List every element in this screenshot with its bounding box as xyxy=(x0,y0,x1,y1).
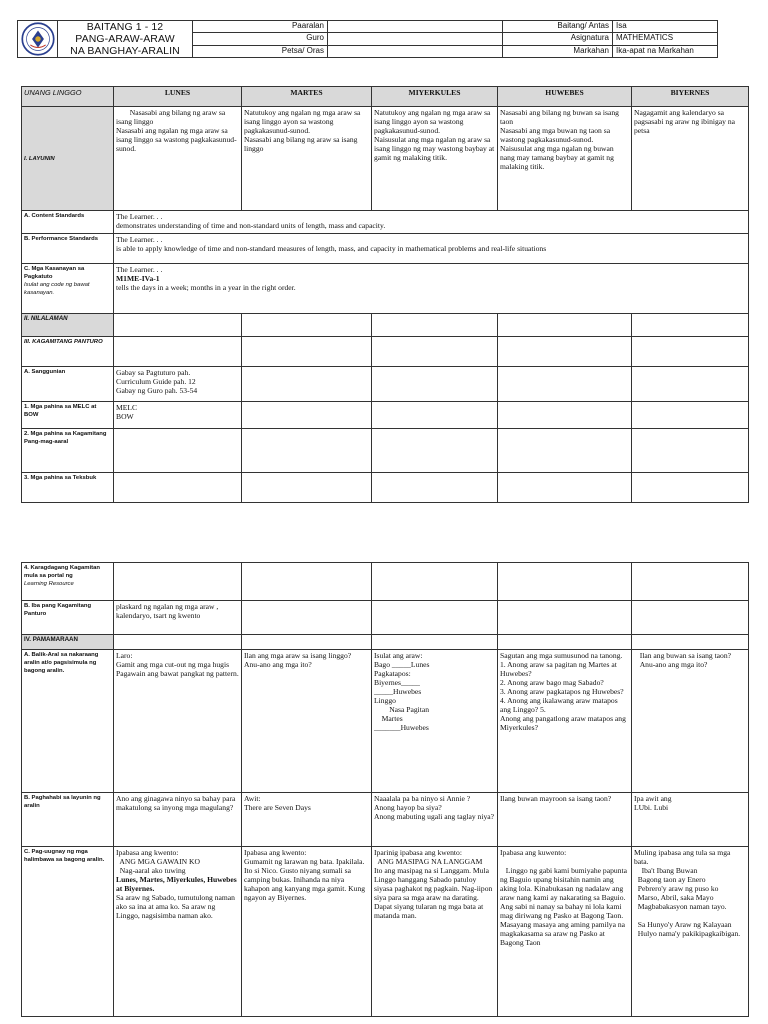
kasanayan-row xyxy=(22,264,749,314)
performance-standards-line: is able to apply knowledge of time and non-standard measures of length, mass, and capacity in mathematical problems and real-life situations xyxy=(116,244,547,253)
kpma-cell-huwebes xyxy=(498,429,632,473)
karagdagang-label: 4. Karagdagang Kagamitan mula sa portal ng xyxy=(24,565,100,579)
paghahabi-cell-biyernes xyxy=(632,793,749,847)
paghahabi-line: Ipa awit ang xyxy=(634,794,672,803)
day-header-row xyxy=(22,87,749,107)
balik-aral-line: Nasa Pagitan xyxy=(374,705,430,714)
performance-standards-row xyxy=(22,234,749,264)
balik-aral-line: Anu-ano ang mga ito? xyxy=(244,660,312,669)
melc-row xyxy=(22,402,749,429)
melc-cell-martes xyxy=(242,402,372,429)
balik-aral-line: _____Huwebes xyxy=(374,687,422,696)
pamamaraan-cell-lunes xyxy=(114,635,242,650)
kpma-cell-miyerkules xyxy=(372,429,498,473)
day-header-martes: MARTES xyxy=(242,87,372,107)
pag-uugnay-line: Muling ipabasa ang tula sa mga bata. xyxy=(634,848,731,866)
day-header-biyernes: BIYERNES xyxy=(632,87,749,107)
paghahabi-line: Anong mabuting ugali ang taglay niya? xyxy=(374,812,494,821)
nilalaman-cell-biyernes xyxy=(632,314,749,337)
teksbuk-label: 3. Mga pahina sa Teksbuk xyxy=(22,473,114,503)
karagdagang-label-cell xyxy=(22,563,114,601)
week-label: UNANG LINGGO xyxy=(22,87,114,107)
balik-aral-row xyxy=(22,650,749,793)
pag-uugnay-line: Ipabasa ang kwento: xyxy=(116,848,179,857)
poem-line: Hulyo nama'y pakikipagkaibigan. xyxy=(634,929,741,938)
petsa-field[interactable] xyxy=(328,45,503,57)
pamamaraan-label: IV. PAMAMARAAN xyxy=(22,635,114,650)
balik-aral-line: Anong ang pangatlong araw matapos ang Miyerkules? xyxy=(500,714,626,732)
layunin-huwebes-line: Nasasabi ang bilang ng buwan sa isang taon xyxy=(500,108,619,126)
melc-cell-biyernes xyxy=(632,402,749,429)
asignatura-label: Asignatura xyxy=(503,33,613,45)
sanggunian-cell-lunes xyxy=(114,367,242,402)
day-header-lunes: LUNES xyxy=(114,87,242,107)
layunin-label: I. LAYUNIN xyxy=(22,107,114,211)
kasanayan-cell xyxy=(114,264,749,314)
teksbuk-row xyxy=(22,473,749,503)
paghahabi-row xyxy=(22,793,749,847)
pag-uugnay-line: Linggo ng gabi kami bumiyahe papunta ng Baguio upang bisitahin namin ang aking lola. Kinabukasan ng nadalaw ang araw nang kami ay nakarating sa Baguio. Ang sabi ni nanay sa bahay ni lola kami mag diriwang ng Pasko at Bagong Taon. Masayang masaya ang aming pamilya na magkakasama sa araw ng Pasko at Bagong Taon xyxy=(500,866,629,947)
paaralan-label: Paaralan xyxy=(193,21,328,33)
lesson-plan-table-page2 xyxy=(21,562,749,1017)
balik-aral-line: Bago _____Lunes xyxy=(374,660,430,669)
balik-aral-line: 1. Anong araw sa pagitan ng Martes at Huwebes? xyxy=(500,660,617,678)
paghahabi-label: B. Paghahabi sa layunin ng aralin xyxy=(22,793,114,847)
asignatura-field[interactable]: MATHEMATICS xyxy=(613,33,718,45)
teksbuk-cell-huwebes xyxy=(498,473,632,503)
seal-icon xyxy=(21,22,55,56)
title-line-2: PANG-ARAW-ARAW xyxy=(75,33,175,45)
performance-standards-cell xyxy=(114,234,749,264)
layunin-huwebes-line: Nasasabi ang mga buwan ng taon sa wastong pagkakasunud-sunod. xyxy=(500,126,611,144)
balik-aral-line: _______Huwebes xyxy=(374,723,429,732)
balik-aral-line: 3. Anong araw pagkatapos ng Huwebes? xyxy=(500,687,624,696)
layunin-cell-biyernes xyxy=(632,107,749,211)
layunin-cell-huwebes xyxy=(498,107,632,211)
melc-cell-lunes xyxy=(114,402,242,429)
pag-uugnay-row xyxy=(22,847,749,1017)
nilalaman-row xyxy=(22,314,749,337)
balik-aral-line: Biyernes_____ xyxy=(374,678,420,687)
balik-aral-line: Anu-ano ang mga ito? xyxy=(634,660,708,669)
kagamitang-cell-miyerkules xyxy=(372,337,498,367)
melc-cell-huwebes xyxy=(498,402,632,429)
balik-aral-line: Ilan ang mga araw sa isang linggo? xyxy=(244,651,352,660)
kasanayan-line: The Learner. . . xyxy=(116,265,163,274)
layunin-cell-martes xyxy=(242,107,372,211)
pag-uugnay-line: Nag-aaral ako tuwing xyxy=(116,866,186,875)
layunin-cell-lunes xyxy=(114,107,242,211)
sanggunian-line: Gabay ng Guro pah. 53-54 xyxy=(116,386,198,395)
teksbuk-cell-biyernes xyxy=(632,473,749,503)
balik-aral-line: 4. Anong ang ikalawang araw matapos ang Linggo? 5. xyxy=(500,696,618,714)
day-header-miyerkules: MIYERKULES xyxy=(372,87,498,107)
content-standards-line: demonstrates understanding of time and non-standard units of length, mass and capacity. xyxy=(116,221,386,230)
paghahabi-cell-huwebes xyxy=(498,793,632,847)
kpma-cell-biyernes xyxy=(632,429,749,473)
content-standards-label: A. Content Standards xyxy=(22,211,114,234)
balik-aral-line: Sagutan ang mga sumusunod na tanong. xyxy=(500,651,623,660)
kasanayan-line: tells the days in a week; months in a year in the right order. xyxy=(116,283,296,292)
petsa-label: Petsa/ Oras xyxy=(193,45,328,57)
content-standards-cell xyxy=(114,211,749,234)
pag-uugnay-line: Ipabasa ang kwento: xyxy=(244,848,307,857)
bow-line: BOW xyxy=(116,412,134,421)
nilalaman-cell-miyerkules xyxy=(372,314,498,337)
pamamaraan-cell-miyerkules xyxy=(372,635,498,650)
pag-uugnay-line xyxy=(500,857,629,866)
pamamaraan-row xyxy=(22,635,749,650)
paghahabi-line: Naaalala pa ba ninyo si Annie ? xyxy=(374,794,471,803)
pag-uugnay-label: C. Pag-uugnay ng mga halimbawa sa bagong aralin. xyxy=(22,847,114,1017)
competency-code: M1ME-IVa-1 xyxy=(116,274,160,283)
header-table xyxy=(17,20,718,58)
iba-pang-cell-martes xyxy=(242,601,372,635)
story-title: ANG MGA GAWAIN KO xyxy=(116,857,200,866)
title-line-1: BAITANG 1 - 12 xyxy=(86,21,164,33)
kasanayan-label-cell xyxy=(22,264,114,314)
nilalaman-label: II. NILALAMAN xyxy=(22,314,114,337)
pamamaraan-cell-martes xyxy=(242,635,372,650)
markahan-label: Markahan xyxy=(503,45,613,57)
karagdagang-row xyxy=(22,563,749,601)
layunin-martes-line: Natutukoy ang ngalan ng mga araw sa isang linggo ayon sa wastong pagkakasunud-sunod. xyxy=(244,108,361,135)
layunin-lunes-line: Nasasabi ang ngalan ng mga araw sa isang linggo sa wastong pagkakasunud-sunod. xyxy=(116,126,237,153)
kagamitang-cell-lunes xyxy=(114,337,242,367)
karagdagang-cell-martes xyxy=(242,563,372,601)
iba-pang-cell-miyerkules xyxy=(372,601,498,635)
melc-cell-miyerkules xyxy=(372,402,498,429)
pag-uugnay-line: Ito si Nico. Gusto niyang sumali sa camping bukas. Inihanda na niya kahapon ang kanyang mga gamit. Kung ngayon ay Biyernes. xyxy=(244,866,366,902)
balik-aral-line: Pagkatapos: xyxy=(374,669,411,678)
poem-line: Magbabakasyon naman tayo. xyxy=(634,902,727,911)
layunin-martes-line: Nasasabi ang bilang ng araw sa isang linggo xyxy=(244,135,358,153)
melc-label: 1. Mga pahina sa MELC at BOW xyxy=(22,402,114,429)
balik-aral-label: A. Balik-Aral sa nakaraang aralin at/o pagsisimula ng bagong aralin. xyxy=(22,650,114,793)
performance-standards-label: B. Performance Standards xyxy=(22,234,114,264)
guro-label: Guro xyxy=(193,33,328,45)
title-line-3: NA BANGHAY-ARALIN xyxy=(70,45,180,57)
layunin-lunes-line: isang linggo xyxy=(116,117,154,126)
paghahabi-line: LUbi. Lubi xyxy=(634,803,669,812)
layunin-miyerkules-line: Naisusulat ang mga ngalan ng araw sa isang linggo ng may wastong baybay at gamit ng malaking titik. xyxy=(374,135,495,162)
lesson-plan-table-page1 xyxy=(21,86,749,503)
nilalaman-cell-lunes xyxy=(114,314,242,337)
balik-aral-line: Ilan ang buwan sa isang taon? xyxy=(634,651,732,660)
melc-line: MELC xyxy=(116,403,138,412)
iba-pang-kagamitang-row xyxy=(22,601,749,635)
paghahabi-line: Ilang buwan mayroon sa isang taon? xyxy=(500,794,612,803)
pag-uugnay-cell-miyerkules xyxy=(372,847,498,1017)
kagamitang-pang-mag-aaral-label: 2. Mga pahina sa Kagamitang Pang-mag-aaral xyxy=(22,429,114,473)
pag-uugnay-line: Sa araw ng Sabado, tumutulong naman ako sa ina at ama ko. Sa araw ng xyxy=(116,893,235,911)
layunin-lunes-line: Nasasabi ang bilang ng araw sa xyxy=(129,108,226,117)
poem-line: Pebrero'y araw ng puso ko xyxy=(634,884,719,893)
balik-aral-line: Martes xyxy=(374,714,403,723)
layunin-cell-miyerkules xyxy=(372,107,498,211)
pag-uugnay-line: Gumamit ng larawan ng bata. Ipakilala. xyxy=(244,857,365,866)
pag-uugnay-line: Lunes, Martes, Miyerkules, Huwebes at Biyernes. xyxy=(116,875,237,893)
balik-aral-cell-lunes xyxy=(114,650,242,793)
pamamaraan-cell-huwebes xyxy=(498,635,632,650)
iba-pang-cell-biyernes xyxy=(632,601,749,635)
sanggunian-label: A. Sanggunian xyxy=(22,367,114,402)
poem-line: Marso, Abril, saka Mayo xyxy=(634,893,714,902)
teksbuk-cell-miyerkules xyxy=(372,473,498,503)
kagamitang-pang-mag-aaral-row xyxy=(22,429,749,473)
paaralan-field[interactable] xyxy=(328,21,503,33)
kagamitang-cell-huwebes xyxy=(498,337,632,367)
balik-aral-line: 2. Anong araw bago mag Sabado? xyxy=(500,678,604,687)
sanggunian-row xyxy=(22,367,749,402)
balik-aral-cell-martes xyxy=(242,650,372,793)
sanggunian-cell-huwebes xyxy=(498,367,632,402)
nilalaman-cell-huwebes xyxy=(498,314,632,337)
deped-seal-logo xyxy=(18,21,58,58)
kagamitang-panturo-label: III. KAGAMITANG PANTURO xyxy=(22,337,114,367)
guro-field[interactable] xyxy=(328,33,503,45)
balik-aral-line: Laro: xyxy=(116,651,133,660)
iba-pang-cell-lunes: plaskard ng ngalan ng mga araw , kalendaryo, tsart ng kwento xyxy=(114,601,242,635)
balik-aral-cell-miyerkules xyxy=(372,650,498,793)
poem-line: Bagong taon ay Enero xyxy=(634,875,706,884)
day-header-huwebes: HUWEBES xyxy=(498,87,632,107)
kagamitang-cell-biyernes xyxy=(632,337,749,367)
teksbuk-cell-martes xyxy=(242,473,372,503)
layunin-biyernes-line: Nagagamit ang kalendaryo sa pagsasabi ng araw ng ibinigay na petsa xyxy=(634,108,736,135)
balik-aral-line: Pagawain ang bawat pangkat ng pattern. xyxy=(116,669,239,678)
layunin-miyerkules-line: Natutukoy ang ngalan ng mga araw sa isang linggo ayon sa wastong pagkakasunud-sunod. xyxy=(374,108,491,135)
baitang-field[interactable]: Isa xyxy=(613,21,718,33)
paghahabi-line: There are Seven Days xyxy=(244,803,311,812)
story-title: ANG MASIPAG NA LANGGAM xyxy=(374,857,483,866)
markahan-field[interactable]: Ika-apat na Markahan xyxy=(613,45,718,57)
performance-standards-line: The Learner. . . xyxy=(116,235,163,244)
pag-uugnay-line: Iparinig ipabasa ang kwento: xyxy=(374,848,462,857)
pag-uugnay-cell-huwebes xyxy=(498,847,632,1017)
paghahabi-cell-lunes xyxy=(114,793,242,847)
baitang-label: Baitang/ Antas xyxy=(503,21,613,33)
karagdagang-cell-miyerkules xyxy=(372,563,498,601)
paghahabi-cell-martes xyxy=(242,793,372,847)
kagamitang-cell-martes xyxy=(242,337,372,367)
pag-uugnay-line: Dapat siyang tularan ng mga bata at matanda man. xyxy=(374,902,484,920)
karagdagang-cell-huwebes xyxy=(498,563,632,601)
poem-title: Iba't Ibang Buwan xyxy=(634,866,698,875)
teksbuk-cell-lunes xyxy=(114,473,242,503)
sanggunian-line: Curriculum Guide pah. 12 xyxy=(116,377,196,386)
layunin-row xyxy=(22,107,749,211)
sanggunian-cell-biyernes xyxy=(632,367,749,402)
pag-uugnay-cell-biyernes xyxy=(632,847,749,1017)
poem-line xyxy=(634,911,746,920)
iba-pang-cell-huwebes xyxy=(498,601,632,635)
pag-uugnay-cell-lunes xyxy=(114,847,242,1017)
paghahabi-cell-miyerkules xyxy=(372,793,498,847)
sanggunian-cell-martes xyxy=(242,367,372,402)
karagdagang-cell-lunes xyxy=(114,563,242,601)
paghahabi-line: Anong hayop ba siya? xyxy=(374,803,442,812)
paghahabi-line: Ano ang ginagawa ninyo sa bahay para makatulong sa inyong mga magulang? xyxy=(116,794,236,812)
kasanayan-label: C. Mga Kasanayan sa Pagkatuto xyxy=(24,266,85,280)
layunin-huwebes-line: Naisusulat ang mga ngalan ng buwan nang may tamang baybay at gamit ng malaking titik. xyxy=(500,144,614,171)
karagdagang-sublabel: Learning Resource xyxy=(24,581,74,587)
pag-uugnay-line: Linggo, nagsisimba naman ako. xyxy=(116,911,213,920)
pag-uugnay-line: Ito ang masipag na si Langgam. Mula Linggo hanggang Sabado patuloy siyasa paghakot ng pagkain. Nag-iipon siya para sa mga araw na darating. xyxy=(374,866,493,902)
balik-aral-line: Isulat ang araw: xyxy=(374,651,423,660)
pag-uugnay-line: Ipabasa ang kuwento: xyxy=(500,848,567,857)
balik-aral-line: Gamit ang mga cut-out ng mga hugis xyxy=(116,660,230,669)
content-standards-row xyxy=(22,211,749,234)
kpma-cell-martes xyxy=(242,429,372,473)
iba-pang-kagamitang-label: B. Iba pang Kagamitang Panturo xyxy=(22,601,114,635)
content-standards-line: The Learner. . . xyxy=(116,212,163,221)
kasanayan-sublabel: Isulat ang code ng bawat kasanayan. xyxy=(24,282,90,296)
pamamaraan-cell-biyernes xyxy=(632,635,749,650)
balik-aral-cell-huwebes xyxy=(498,650,632,793)
paghahabi-line: Awit: xyxy=(244,794,261,803)
karagdagang-cell-biyernes xyxy=(632,563,749,601)
sanggunian-line: Gabay sa Pagtuturo pah. xyxy=(116,368,191,377)
poem-line: Sa Hunyo'y Araw ng Kalayaan xyxy=(634,920,732,929)
kagamitang-panturo-row xyxy=(22,337,749,367)
kpma-cell-lunes xyxy=(114,429,242,473)
nilalaman-cell-martes xyxy=(242,314,372,337)
balik-aral-cell-biyernes xyxy=(632,650,749,793)
sanggunian-cell-miyerkules xyxy=(372,367,498,402)
pag-uugnay-cell-martes xyxy=(242,847,372,1017)
balik-aral-line: Linggo xyxy=(374,696,396,705)
plan-title xyxy=(58,21,193,58)
